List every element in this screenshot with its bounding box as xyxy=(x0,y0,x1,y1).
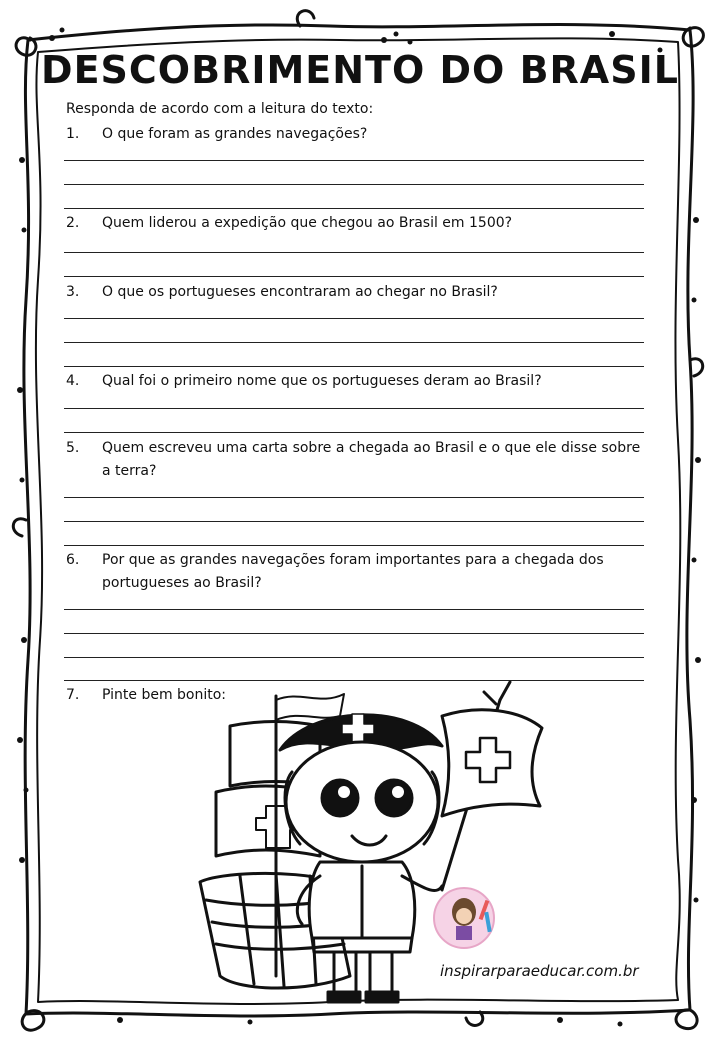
question-1 xyxy=(66,123,646,146)
answer-line[interactable] xyxy=(64,657,644,658)
question-number: 1. xyxy=(66,126,80,142)
answer-line[interactable] xyxy=(64,208,644,209)
answer-line[interactable] xyxy=(64,318,644,319)
question-4 xyxy=(66,370,646,393)
answer-line[interactable] xyxy=(64,160,644,161)
question-text: Quem liderou a expedição que chegou ao Brasil em 1500? xyxy=(102,215,513,231)
question-5 xyxy=(66,437,646,483)
answer-line[interactable] xyxy=(64,252,644,253)
answer-line[interactable] xyxy=(64,276,644,277)
question-number: 2. xyxy=(66,215,80,231)
answer-line[interactable] xyxy=(64,497,644,498)
question-number: 5. xyxy=(66,440,80,456)
answer-line[interactable] xyxy=(64,432,644,433)
question-number: 7. xyxy=(66,687,80,703)
question-text: Quem escreveu uma carta sobre a chegada ao Brasil e o que ele disse sobre a terra? xyxy=(102,440,641,479)
question-6 xyxy=(66,549,646,595)
question-3 xyxy=(66,281,646,304)
answer-line[interactable] xyxy=(64,609,644,610)
answer-line[interactable] xyxy=(64,408,644,409)
brand-logo-icon xyxy=(434,888,494,948)
question-text: Por que as grandes navegações foram importantes para a chegada dos portugueses ao Brasil? xyxy=(102,552,604,591)
question-number: 6. xyxy=(66,552,80,568)
question-number: 3. xyxy=(66,284,80,300)
website-footer: inspirarparaeducar.com.br xyxy=(440,962,639,980)
question-text: Pinte bem bonito: xyxy=(102,687,227,703)
explorer-face-icon xyxy=(285,742,439,862)
answer-line[interactable] xyxy=(64,545,644,546)
answer-line[interactable] xyxy=(64,366,644,367)
instructions: Responda de acordo com a leitura do texto: xyxy=(66,101,374,117)
question-text: O que os portugueses encontraram ao chegar no Brasil? xyxy=(102,284,498,300)
page-title: DESCOBRIMENTO DO BRASIL xyxy=(41,48,679,92)
explorer-body-icon xyxy=(297,862,442,1002)
answer-line[interactable] xyxy=(64,521,644,522)
answer-line[interactable] xyxy=(64,184,644,185)
question-text: O que foram as grandes navegações? xyxy=(102,126,368,142)
question-2 xyxy=(66,212,646,235)
question-number: 4. xyxy=(66,373,80,389)
question-text: Qual foi o primeiro nome que os portugueses deram ao Brasil? xyxy=(102,373,542,389)
answer-line[interactable] xyxy=(64,633,644,634)
cross-flag-icon xyxy=(442,682,542,890)
answer-line[interactable] xyxy=(64,342,644,343)
